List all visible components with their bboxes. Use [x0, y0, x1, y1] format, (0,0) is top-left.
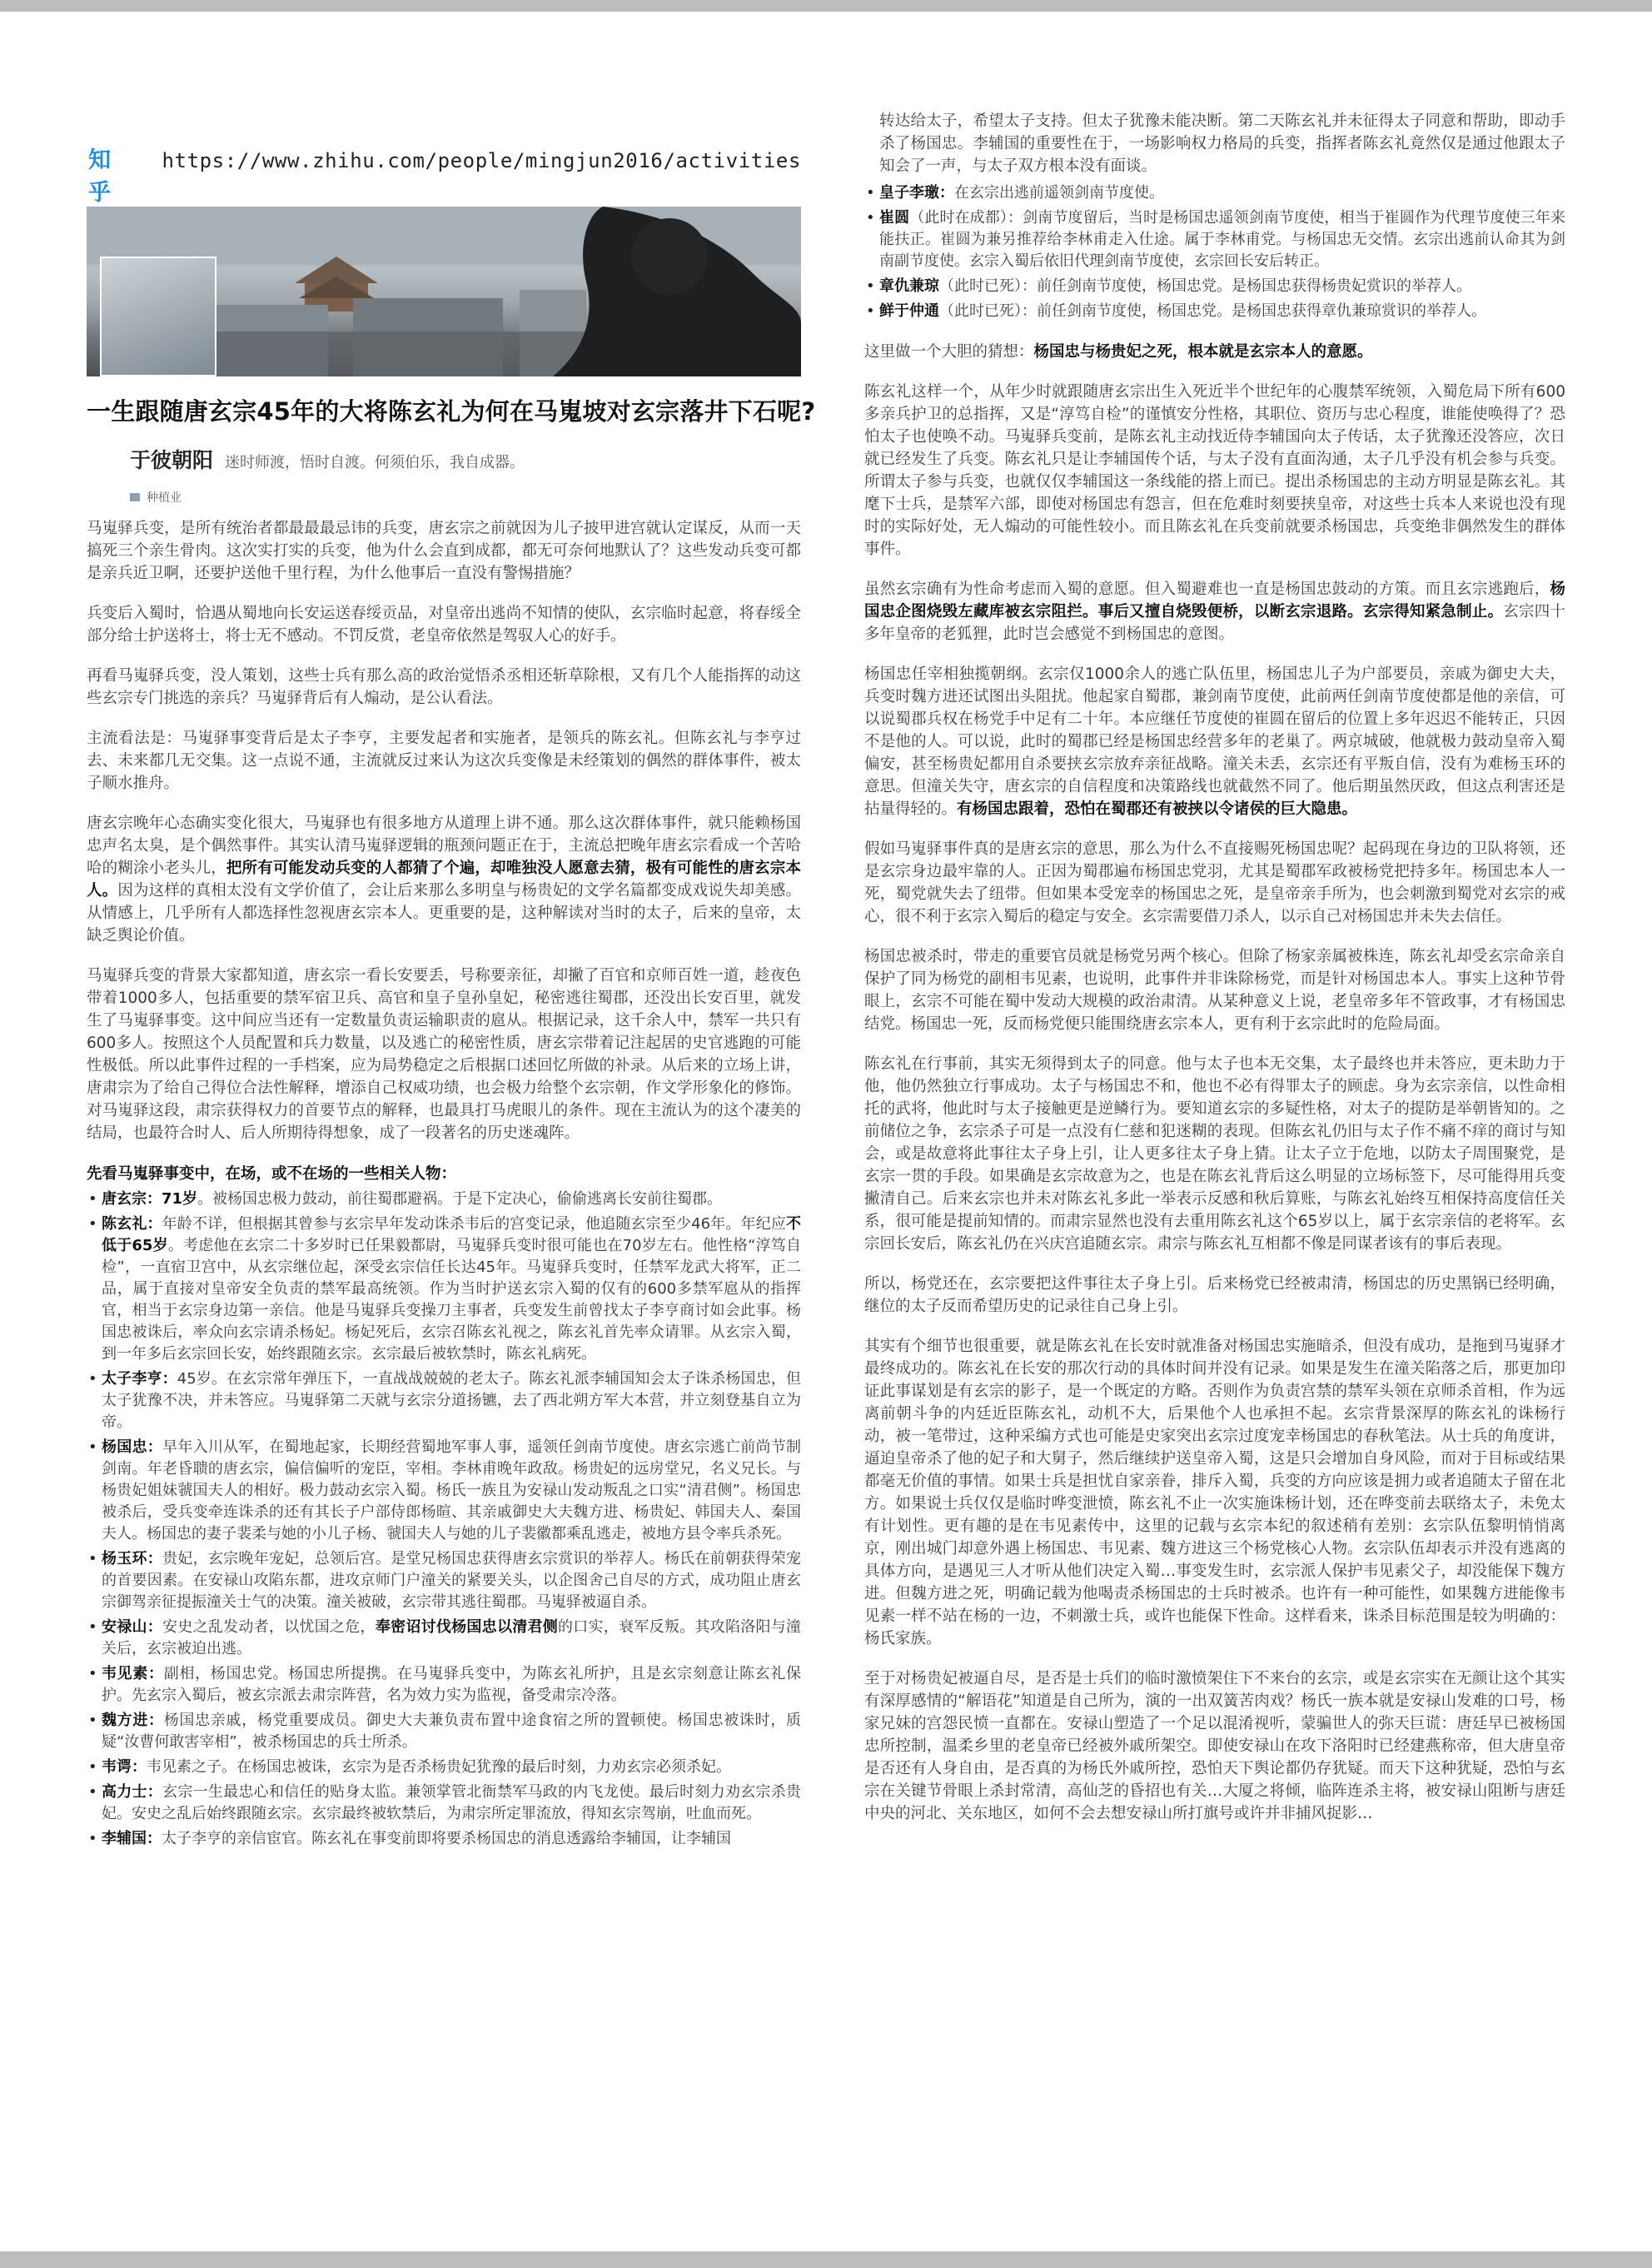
paragraph: 再看马嵬驿兵变，没人策划，这些士兵有那么高的政治觉悟杀丞相还斩草除根，又有几个人能指挥的动这些玄宗专门挑选的亲兵？马嵬驿背后有人煽动，是公认看法。 — [87, 667, 801, 707]
person-name: 韦谔： — [102, 1758, 147, 1776]
person-name: 皇子李璬： — [879, 184, 954, 202]
list-item: • 杨国忠：早年入川从军，在蜀地起家，长期经营蜀地军事人事，遥领任剑南节度使。唐玄宗逃亡前尚节制剑南。年老昏聩的唐玄宗，偏信偏听的宠臣，宰相。李林甫晚年政敌。杨贵妃的远房堂兄，名义兄长。与杨贵妃姐妹虢国夫人的相好。极力鼓动玄宗入蜀。杨氏一族且为安禄山发动叛乱之口实“清君侧”。杨国忠被杀后，受兵变牵连诛杀的还有其长子户部侍郎杨暄、其亲戚御史大夫魏方进、杨贵妃、韩国夫人、秦国夫人。杨国忠的妻子裴柔与她的小儿子杨、虢国夫人与她的儿子裴徽都乘乱逃走，被地方县令率兵杀死。 — [87, 1437, 801, 1545]
paragraph: 马嵬驿兵变的背景大家都知道，唐玄宗一看长安要丢，号称要亲征，却撇了百官和京师百姓一道，趁夜色带着1000多人，包括重要的禁军宿卫兵、高官和皇子皇孙皇妃，秘密逃往蜀郡，还没出长安百里，就发生了马嵬驿事变。这中间应当还有一定数量负责运输职责的扈从。根据记录，这千余人中，禁军一共只有600多人。按照这个人员配置和兵力数量，以及逃亡的秘密性质，唐玄宗带着记注起居的史官逃跑的可能性极低。所以此事件过程的一手档案，应为局势稳定之后根据口述回忆所做的补录。从后来的立场上讲，唐肃宗为了给自己得位合法性解释，增添自己权威功绩，也会极力给整个玄宗朝，作文学形象化的修饰。对马嵬驿这段，肃宗获得权力的首要节点的解释，也最具打马虎眼儿的条件。现在主流认为的这个凄美的结局，也最符合时人、后人所期待得想象，成了一段著名的历史迷魂阵。 — [87, 967, 801, 1142]
person-name: 魏方进： — [102, 1712, 164, 1729]
paragraph: 马嵬驿兵变，是所有统治者都最最最忌讳的兵变，唐玄宗之前就因为儿子披甲进宫就认定谋反，从而一天搞死三个亲生骨肉。这次实打实的兵变，他为什么会直到成都，都无可奈何地默认了？这些发动兵变可都是亲兵近卫啊，还要护送他千里行程，为什么他事后一直没有警惕措施？ — [87, 520, 801, 582]
top-border — [0, 0, 1652, 12]
list-item: • 唐玄宗：71岁。被杨国忠极力鼓动，前往蜀郡避祸。于是下定决心，偷偷逃离长安前往蜀郡。 — [87, 1189, 801, 1210]
person-name: 唐玄宗： — [102, 1190, 162, 1208]
source-url[interactable]: https://www.zhihu.com/people/mingjun2016/activities — [162, 149, 801, 172]
section-heading: 先看马嵬驿事变中，在场，或不在场的一些相关人物： — [87, 1165, 457, 1183]
person-name: 安禄山： — [102, 1618, 163, 1636]
emphasis-text: 杨国忠与杨贵妃之死，根本就是玄宗本人的意愿。 — [1033, 343, 1373, 361]
author-info — [87, 444, 801, 474]
paragraph: 假如马嵬驿事件真的是唐玄宗的意思，那么为什么不直接赐死杨国忠呢？起码现在身边的卫队将领，还是玄宗身边最牢靠的人。正因为蜀郡遍布杨国忠党羽，尤其是蜀郡军政被杨党把持多年。杨国忠本人一死，蜀党就失去了纽带。但如果本受宠幸的杨国忠之死，是皇帝亲手所为，也会刺激到蜀党对玄宗的戒心，很不利于玄宗入蜀后的稳定与安全。玄宗需要借刀杀人，以示自己对杨国忠并未失去信任。 — [864, 840, 1565, 925]
list-item: • 安禄山：安史之乱发动者，以忧国之危，奉密诏讨伐杨国忠以清君侧的口实，衰军反叛。其攻陷洛阳与潼关后，玄宗被迫出逃。 — [87, 1617, 801, 1660]
list-item: • 李辅国：太子李亨的亲信宦官。陈玄礼在事变前即将要杀杨国忠的消息透露给李辅国，让李辅国 — [87, 1828, 801, 1850]
paragraph: 所以，杨党还在，玄宗要把这件事往太子身上引。后来杨党已经被肃清，杨国忠的历史黑锅已经明确，继位的太子反而希望历史的记录往自己身上引。 — [864, 1275, 1565, 1315]
paragraph: 这里做一个大胆的猜想：杨国忠与杨贵妃之死，根本就是玄宗本人的意愿。 — [864, 343, 1373, 361]
list-item: • 韦见素：副相，杨国忠党。杨国忠所提携。在马嵬驿兵变中，为陈玄礼所护，且是玄宗刻意让陈玄礼保护。先玄宗入蜀后，被玄宗派去肃宗阵营，名为效力实为监视，备受肃宗冷落。 — [87, 1663, 801, 1707]
list-item: • 鲜于仲通（此时已死）：前任剑南节度使，杨国忠党。是杨国忠获得章仇兼琼赏识的举荐人。 — [864, 301, 1565, 322]
emphasis-text: 把所有可能发动兵变的人都猜了个遍，却唯独没人愿意去猜，极有可能性的唐玄宗本人。 — [87, 860, 801, 900]
topic-label: 种植业 — [147, 491, 182, 505]
paragraph: 虽然玄宗确有为性命考虑而入蜀的意愿。但入蜀避难也一直是杨国忠鼓动的方策。而且玄宗逃跑后，杨国忠企图烧毁左藏库被玄宗阻拦。事后又擅自烧毁便桥，以断玄宗退路。玄宗得知紧急制止。玄宗四十多年皇帝的老狐狸，此时岂会感觉不到杨国忠的意图。 — [864, 581, 1565, 643]
emphasis-text: 有杨国忠跟着，恐怕在蜀郡还有被挟以令诸侯的巨大隐患。 — [957, 800, 1358, 818]
person-name: 章仇兼琼 — [879, 277, 939, 295]
list-item: • 崔圆（此时在成都）：剑南节度留后，当时是杨国忠遥领剑南节度使，相当于崔圆作为代理节度使三年来能扶正。崔圆为兼另推荐给李林甫走入仕途。属于李林甫党。与杨国忠无交情。玄宗出逃前认命其为剑南副节度使。玄宗入蜀后依旧代理剑南节度使，玄宗回长安后转正。 — [864, 207, 1565, 272]
page-header — [87, 142, 801, 206]
topic-tag[interactable] — [87, 489, 801, 506]
paragraph: 主流看法是：马嵬驿事变背后是太子李亨，主要发起者和实施者，是领兵的陈玄礼。但陈玄礼与李亨过去、未来都几无交集。这一点说不通，主流就反过来认为这次兵变像是未经策划的偶然的群体事件，被太子顺水推舟。 — [87, 730, 801, 792]
list-item: • 杨玉环：贵妃，玄宗晚年宠妃，总领后宫。是堂兄杨国忠获得唐玄宗赏识的举荐人。杨氏在前朝获得荣宠的首要因素。在安禄山攻陷东都，进攻京师门户潼关的紧要关头，以企图舍己自尽的方式，成功阻止唐玄宗御驾亲征提振潼关士气的决策。潼关被破，玄宗带其逃往蜀郡。马嵬驿被逼自杀。 — [87, 1548, 801, 1613]
people-list — [864, 182, 1565, 322]
paragraph: 陈玄礼在行事前，其实无须得到太子的同意。他与太子也本无交集，太子最终也并未答应，更未助力于他，他仍然独立行事成功。太子与杨国忠不和，他也不必有得罪太子的顾虑。身为玄宗亲信，以性命相托的武将，他此时与太子接触更是逆鳞行为。要知道玄宗的多疑性格，对太子的提防是举朝皆知的。之前储位之争，玄宗杀子可是一点没有仁慈和犯迷糊的表现。但陈玄礼仍旧与太子作不痛不痒的商讨与知会，或是故意将此事往太子身上引，让人更多往太子身上猜。让太子立于危地，以防太子周围聚党，是玄宗一贯的手段。如果确是玄宗故意为之，也是在陈玄礼背后这么明显的立场标签下，尽可能得用兵变撇清自己。后来玄宗也并未对陈玄礼多此一举表示反感和秋后算账，与陈玄礼始终互相保持高度信任关系，很可能是提前知情的。而肃宗显然也没有去重用陈玄礼这个65岁以上，属于玄宗亲信的老将军。玄宗回长安后，陈玄礼仍在兴庆宫追随玄宗。肃宗与陈玄礼互相都不像是同谋者该有的事后表现。 — [864, 1055, 1565, 1253]
emphasis-text: 奉密诏讨伐杨国忠以清君侧 — [375, 1618, 559, 1636]
paragraph: 转达给太子，希望太子支持。但太子犹豫未能决断。第二天陈玄礼并未征得太子同意和帮助，即动手杀了杨国忠。李辅国的重要性在于，一场影响权力格局的兵变，指挥者陈玄礼竟然仅是通过他跟太子知会了一声，与太子双方根本没有面谈。 — [879, 112, 1565, 175]
emphasis-text: 杨国忠企图烧毁左藏库被玄宗阻拦。事后又擅自烧毁便桥，以断玄宗退路。玄宗得知紧急制止。 — [864, 581, 1565, 621]
paragraph: 至于对杨贵妃被逼自尽，是否是士兵们的临时激愤架住下不来台的玄宗，或是玄宗实在无颜让这个其实有深厚感情的“解语花”知道是自己所为，演的一出双簧苦肉戏？杨氏一族本就是安禄山发难的口号，杨家兄妹的宫怨民愤一直都在。安禄山塑造了一个足以混淆视听，蒙骗世人的弥天巨谎：唐廷早已被杨国忠所控制，温柔乡里的老皇帝已经被外戚所架空。即使安禄山在攻下洛阳时已经建燕称帝，但大唐皇帝是否还有人身自由，是否真的为杨氏外戚所控，恐怕天下舆论都仍存犹疑。而天下这种犹疑，恐怕与玄宗在关键节骨眼上杀封常清，高仙芝的昏招也有关…大厦之将倾，临阵连杀主将，被安禄山阻断与唐廷中央的河北、关东地区，如何不会去想安禄山所打旗号或许并非捕风捉影… — [864, 1670, 1565, 1822]
list-item: • 太子李亨：45岁。在玄宗常年弹压下，一直战战兢兢的老太子。陈玄礼派李辅国知会太子诛杀杨国忠，但太子犹豫不决，并未答应。马嵬驿第二天就与玄宗分道扬镳，去了西北朔方军大本营，并立刻登基自立为帝。 — [87, 1368, 801, 1433]
paragraph: 陈玄礼这样一个，从年少时就跟随唐玄宗出生入死近半个世纪年的心腹禁军统领，入蜀危局下所有600多亲兵护卫的总指挥，又是“淳笃自检”的谨慎安分性格，其职位、资历与忠心程度，谁能使唤得了？恐怕太子也使唤不动。马嵬驿兵变前，是陈玄礼主动找近侍李辅国向太子传话，太子犹豫还没答应，次日就已经发生了兵变。陈玄礼只是让李辅国传个话，与太子没有直面沟通，太子几乎没有机会参与兵变。所谓太子参与兵变，也就仅仅李辅国这一条线能的搭上而已。提出杀杨国忠的主动方明显是陈玄礼。其麾下士兵，是禁军六部，即使对杨国忠有怨言，但在危难时刻要挟皇帝，对这些士兵本人来说也没有现时的实际好处，无人煽动的可能性较小。而且陈玄礼在兵变前就要杀杨国忠，兵变绝非偶然发生的群体事件。 — [864, 383, 1565, 558]
person-name: 鲜于仲通 — [879, 302, 939, 320]
person-name: 杨玉环： — [102, 1550, 163, 1568]
author-name[interactable]: 于彼朝阳 — [130, 448, 214, 472]
paragraph: 其实有个细节也很重要，就是陈玄礼在长安时就准备对杨国忠实施暗杀，但没有成功，是拖到马嵬驿才最终成功的。陈玄礼在长安的那次行动的具体时间并没有记录。如果是发生在潼关陷落之后，那更加印证此事谋划是有玄宗的影子，是一个既定的方略。否则作为负责宫禁的禁军头领在京师杀首相，作为远离前朝斗争的内廷近臣陈玄礼，动机不大，后果他个人也承担不起。玄宗背景深厚的陈玄礼的诛杨行动，被一笔带过，这种采编方式也可能是史家突出玄宗过度宠幸杨国忠的春秋笔法。从士兵的角度讲，逼迫皇帝杀了他的妃子和大舅子，然后继续护送皇帝入蜀，这是只会增加自身风险，而对于目标或结果都毫无价值的事情。如果士兵是担忧自家亲眷，排斥入蜀，兵变的方向应该是拥力或者追随太子留在北方。如果说士兵仅仅是临时哗变泄愤，陈玄礼不止一次实施诛杨计划，还在哗变前去联络太子，未免太有计划性。更有趣的是在韦见素传中，这里的记载与玄宗本纪的叙述稍有差别：玄宗队伍黎明悄悄离京，刚出城门却意外遇上杨国忠、韦见素、魏方进这三个杨党核心人物。玄宗队伍却表示并没有逃离的具体方向，是遇见三人才听从他们决定入蜀…事变发生时，玄宗派人保护韦见素父子，却没能保下魏方进。但魏方进之死，明确记载为他喝责杀杨国忠的士兵时被杀。也许有一种可能性，如果魏方进能像韦见素一样不站在杨的一边，不刺激士兵，或许也能保下性命。这样看来，诛杀目标范围是较为明确的：杨氏家族。 — [864, 1338, 1565, 1647]
list-item: • 陈玄礼：年龄不详，但根据其曾参与玄宗早年发动诛杀韦后的宫变记录，他追随玄宗至少46年。年纪应不低于65岁。考虑他在玄宗二十多岁时已任果毅都尉，马嵬驿兵变时很可能也在70岁左右。他性格“淳笃自检”，一直宿卫宫中，从玄宗继位起，深受玄宗信任长达45年。马嵬驿兵变时，任禁军龙武大将军，正二品，属于直接对皇帝安全负责的禁军最高统领。作为当时护送玄宗入蜀的仅有的600多禁军扈从的指挥官，相当于玄宗身边第一亲信。他是马嵬驿兵变操刀主事者，兵变发生前曾找太子李亨商讨如会此事。杨国忠被诛后，率众向玄宗请杀杨妃。杨妃死后，玄宗召陈玄礼视之，陈玄礼首先率众请罪。从玄宗入蜀，到一年多后玄宗回长安，始终跟随玄宗。玄宗最后被软禁时，陈玄礼病死。 — [87, 1214, 801, 1365]
person-name: 高力士： — [102, 1783, 163, 1801]
author-bio: 迷时师渡，悟时自渡。何须伯乐，我自成器。 — [225, 454, 525, 471]
person-name: 陈玄礼： — [102, 1215, 162, 1233]
person-name: 太子李亨： — [102, 1370, 177, 1388]
topic-icon — [130, 493, 140, 501]
paragraph: 杨国忠被杀时，带走的重要官员就是杨党另两个核心。但除了杨家亲属被株连，陈玄礼却受玄宗命亲自保护了同为杨党的副相韦见素，也说明，此事件并非诛除杨党，而是针对杨国忠本人。事实上这种节骨眼上，玄宗不可能在蜀中发动大规模的政治肃清。从某种意义上说，老皇帝多年不管政事，才有杨国忠结党。杨国忠一死，反而杨党便只能围绕唐玄宗本人，更有利于玄宗此时的危险局面。 — [864, 948, 1565, 1033]
right-column — [864, 110, 1565, 1842]
list-item: • 魏方进：杨国忠亲戚，杨党重要成员。御史大夫兼负责布置中途食宿之所的置顿使。杨国忠被诛时，质疑“汝曹何敢害宰相”，被杀杨国忠的兵士所杀。 — [87, 1710, 801, 1753]
list-item: • 皇子李璬：在玄宗出逃前遥领剑南节度使。 — [864, 182, 1565, 204]
paragraph: 兵变后入蜀时，恰遇从蜀地向长安运送春绥贡品，对皇帝出逃尚不知情的使队，玄宗临时起意，将春绥全部分给士护送将士，将士无不感动。不罚反赏，老皇帝依然是驾驭人心的好手。 — [87, 605, 801, 645]
paragraph-text: 唐玄宗晚年心态确实变化很大，马嵬驿也有很多地方从道理上讲不通。那么这次群体事件，就只能赖杨国忠声名太臭，是个偶然事件。其实认清马嵬驿逻辑的瓶颈问题正在于，主流总把晚年唐玄宗看成一个苦哈哈的糊涂小老头儿， — [87, 815, 801, 877]
list-item: • 韦谔：韦见素之子。在杨国忠被诛，玄宗为是否杀杨贵妃犹豫的最后时刻，力劝玄宗必须杀妃。 — [87, 1757, 801, 1778]
article-title: 一生跟随唐玄宗45年的大将陈玄礼为何在马嵬坡对玄宗落井下石呢? — [87, 397, 816, 426]
profile-banner — [87, 207, 801, 376]
bottom-border — [0, 2251, 1652, 2268]
person-name: 崔圆 — [879, 209, 910, 227]
left-column — [87, 142, 816, 1853]
article-body-left — [87, 517, 801, 1850]
paragraph-text: 因为这样的真相太没有文学价值了，会让后来那么多明皇与杨贵妃的文学名篇都变成戏说失却美感。从情感上，几乎所有人都选择性忽视唐玄宗本人。更重要的是，这种解读对当时的太子，后来的皇帝，太缺乏舆论价值。 — [87, 882, 801, 945]
paragraph — [87, 812, 801, 947]
person-name: 李辅国： — [102, 1830, 162, 1847]
paragraph: 杨国忠任宰相独揽朝纲。玄宗仅1000余人的逃亡队伍里，杨国忠儿子为户部要员，亲戚为御史大夫，兵变时魏方进还试图出头阻扰。他起家自蜀郡，兼剑南节度使，此前两任剑南节度使都是他的亲信，可以说蜀郡兵权在杨党手中足有二十年。本应继任节度使的崔圆在留后的位置上多年迟迟不能转正，只因不是他的人。可以说，此时的蜀郡已经是杨国忠经营多年的老巢了。两京城破，他就极力鼓动皇帝入蜀偏安，甚至杨贵妃都用自杀要挟玄宗放弃亲征战略。潼关未丢，玄宗还有平叛自信，没有为难杨玉环的意思。但潼关失守，唐玄宗的自信程度和决策路线也就截然不同了。他后期虽然厌政，但这点利害还是拈量得轻的。有杨国忠跟着，恐怕在蜀郡还有被挟以令诸侯的巨大隐患。 — [864, 665, 1565, 818]
people-list — [87, 1189, 801, 1850]
list-item: • 章仇兼琼（此时已死）：前任剑南节度使，杨国忠党。是杨国忠获得杨贵妃赏识的举荐人。 — [864, 276, 1565, 297]
author-avatar[interactable] — [100, 257, 216, 376]
emphasis-text: 71岁 — [162, 1190, 198, 1208]
list-item: • 高力士：玄宗一生最忠心和信任的贴身太监。兼领掌管北衙禁军马政的内飞龙使。最后时刻力劝玄宗杀贵妃。安史之乱后始终跟随玄宗。玄宗最终被软禁后，为肃宗所定罪流放，得知玄宗驾崩，吐血而死。 — [87, 1782, 801, 1825]
person-name: 杨国忠： — [102, 1438, 163, 1456]
person-name: 韦见素： — [102, 1665, 164, 1682]
zhihu-logo: 知乎 — [88, 147, 111, 206]
emphasis-text: 不低于65岁 — [102, 1215, 802, 1254]
